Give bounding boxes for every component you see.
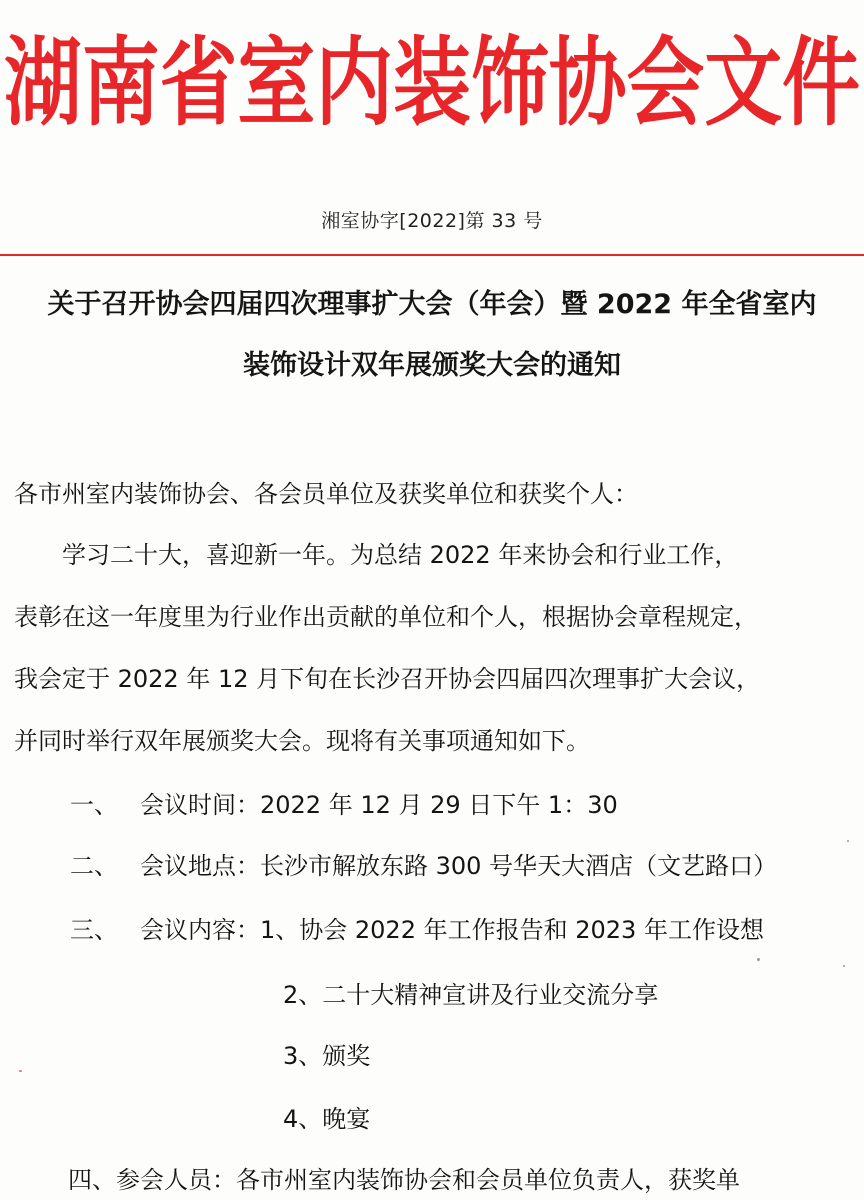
notice-title-line-2: 装饰设计双年展颁奖大会的通知 (243, 350, 621, 381)
paragraph-line-3: 我会定于 2022 年 12 月下旬在长沙召开协会四届四次理事扩大会议， (14, 665, 761, 693)
scan-speck (843, 965, 845, 967)
document-number: 湘室协字[2022]第 33 号 (321, 210, 543, 232)
item-number-1: 一、 (70, 791, 118, 819)
item-text-meeting-location: 会议地点：长沙市解放东路 300 号华天大酒店（文艺路口） (140, 852, 778, 880)
content-sub-item-3: 3、颁奖 (283, 1042, 371, 1070)
notice-title-line-1: 关于召开协会四届四次理事扩大会（年会）暨 2022 年全省室内 (47, 289, 817, 320)
content-sub-item-2: 2、二十大精神宣讲及行业交流分享 (283, 981, 659, 1009)
paragraph-line-1: 学习二十大，喜迎新一年。为总结 2022 年来协会和行业工作， (62, 541, 739, 569)
paragraph-line-4: 并同时举行双年展颁奖大会。现将有关事项通知如下。 (14, 727, 590, 755)
scan-speck (847, 840, 849, 842)
item-text-meeting-time: 会议时间：2022 年 12 月 29 日下午 1：30 (140, 791, 618, 819)
item-text-meeting-content: 会议内容：1、协会 2022 年工作报告和 2023 年工作设想 (140, 916, 764, 944)
scan-speck (757, 958, 760, 961)
content-sub-item-4: 4、晚宴 (283, 1105, 371, 1133)
paragraph-line-2: 表彰在这一年度里为行业作出贡献的单位和个人，根据协会章程规定， (14, 603, 758, 631)
item-text-attendees: 四、参会人员：各市州室内装饰协会和会员单位负责人，获奖单 (68, 1166, 740, 1194)
item-number-3: 三、 (70, 916, 118, 944)
masthead-title-graphic (0, 6, 864, 130)
red-divider-rule (0, 254, 864, 256)
masthead-title: 湖南省室内装饰协会文件 (4, 27, 860, 130)
item-number-2: 二、 (70, 852, 118, 880)
scan-speck (19, 1070, 22, 1072)
salutation: 各市州室内装饰协会、各会员单位及获奖单位和获奖个人： (14, 480, 638, 508)
masthead (0, 6, 864, 130)
